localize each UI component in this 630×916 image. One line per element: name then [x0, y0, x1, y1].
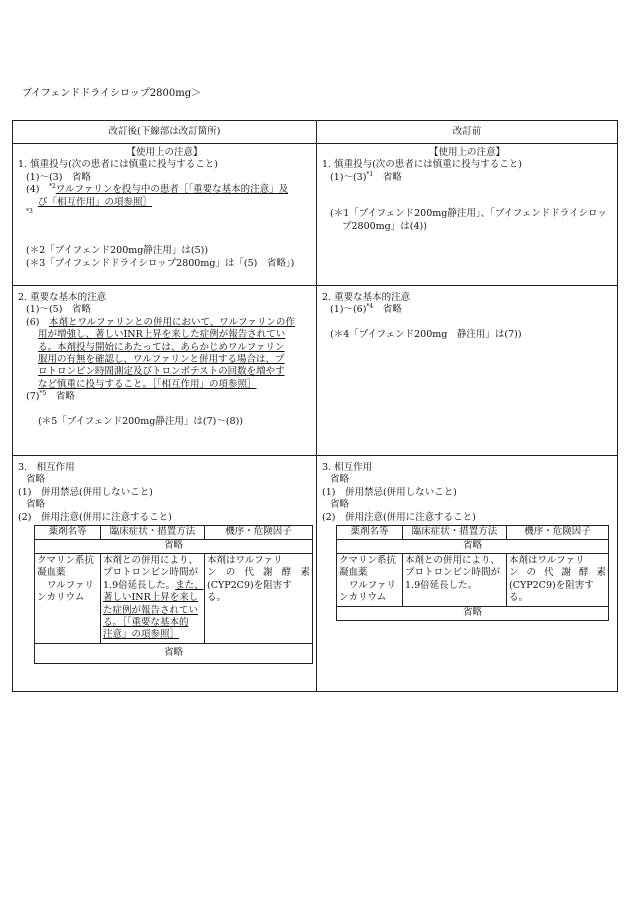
symptom-cell: 本剤との併用により、 プロトロンビン時間が 1.9倍延長した。また、 著しいINR上昇を来し た症例が報告されてい る。［「重要な基本的 注意」の項参照］ — [101, 554, 205, 644]
drug-cell-before: クマリン系抗 凝血薬 ワルファリ ンカリウム — [337, 554, 403, 607]
omit-span-bottom: 省略 — [35, 643, 313, 663]
section-3-before — [317, 456, 618, 692]
s3-title: 3. 相互作用 — [18, 462, 75, 473]
s1-item-4: (4) $^{*2}$ワルファリンを投与中の患者［「重要な基本的注意」及 — [26, 183, 289, 196]
document-title: ブイフェンドドライシロップ2800mg＞ — [22, 88, 202, 99]
omit-span-top: 省略 — [35, 540, 313, 554]
s3-omit-2-before: 省略 — [330, 499, 350, 511]
s3-sub-2-before: (2) 併用注意(併用に注意すること) — [322, 511, 476, 523]
s3-omit-1-before: 省略 — [330, 474, 350, 486]
header-after: 改訂後(下線部は改訂箇所) — [13, 121, 317, 144]
usage-heading-before: 【使用上の注意】 — [428, 147, 505, 158]
s2-item-6: (6) 本剤とワルファリンとの併用において、ワルファリンの作 — [26, 316, 295, 328]
header-row — [13, 121, 618, 144]
interaction-table-after — [34, 525, 313, 664]
s1-title-before: 1. 慎重投与(次の患者には慎重に投与すること) — [322, 159, 522, 171]
s2-note-4-before: (＊4「ブイフェンド200mg 静注用」は(7)) — [330, 328, 522, 340]
s1-note-3: (＊3「ブイフェンドドライシロップ2800mg」は「(5) 省略」) — [26, 257, 295, 269]
s2-item-before: $(1)\sim(6)^{*4}$ 省略 — [330, 303, 402, 316]
section-2-before — [317, 286, 618, 456]
s2-title: 2. 重要な基本的注意 — [18, 292, 107, 303]
interaction-table-before — [336, 525, 609, 621]
section-1-before — [317, 144, 618, 286]
omit-span-bottom-before: 省略 — [337, 606, 609, 620]
col-drug-before: 薬剤名等 — [337, 526, 403, 540]
revision-comparison-table — [12, 120, 618, 692]
s2-item-6-l2: 用が増強し、著しいINR上昇を来した症例が報告されてい — [38, 329, 286, 341]
omit-span-top-before: 省略 — [337, 540, 609, 554]
section-2-after — [13, 286, 317, 456]
s3-omit-2: 省略 — [26, 499, 46, 511]
section-1-row — [13, 144, 618, 286]
symptom-cell-before: 本剤との併用により、 プロトロンビン時間が 1.9倍延長した。 — [403, 554, 507, 607]
s2-note-5: (＊5「ブイフェンド200mg静注用」は(7)～(8)) — [38, 415, 243, 427]
s1-item-1-3: (1)～(3) 省略 — [26, 171, 91, 183]
s3-omit-1: 省略 — [26, 474, 46, 486]
col-drug: 薬剤名等 — [35, 526, 101, 540]
col-mechanism: 機序・危険因子 — [205, 526, 313, 540]
s1-item-4-cont: び「相互作用」の項参照］ — [38, 196, 153, 208]
mechanism-cell-before: 本剤はワルファリ ンの代謝酵素 (CYP2C9)を阻害す る。 — [507, 554, 609, 607]
section-1-after — [13, 144, 317, 286]
s2-title-before: 2. 重要な基本的注意 — [322, 292, 411, 303]
s2-item-6-l3: る。本剤投与開始にあたっては、あらかじめワルファリン — [38, 341, 285, 353]
s1-item-before: $(1)\sim(3)^{*1}$ 省略 — [330, 170, 402, 183]
s1-note-mark: *3 — [26, 208, 33, 216]
section-2-row — [13, 286, 618, 456]
mechanism-cell: 本剤はワルファリ ンの代謝酵素 (CYP2C9)を阻害す る。 — [205, 554, 313, 644]
s3-title-before: 3. 相互作用 — [322, 462, 373, 473]
s3-sub-1-before: (1) 併用禁忌(併用しないこと) — [322, 486, 457, 498]
s2-item-6-l6: など慎重に投与すること。［「相互作用」の項参照］ — [38, 378, 257, 390]
s1-note-1-before: (＊1「ブイフェンド200mg静注用」、「ブイフェンドドライシロッ — [330, 208, 607, 220]
s2-item-6-l4: 服用の有無を確認し、ワルファリンと併用する場合は、プ — [38, 354, 285, 366]
s3-sub-1: (1) 併用禁忌(併用しないこと) — [18, 486, 153, 498]
s2-item-7: $(7)^{*5}$ 省略 — [26, 390, 75, 403]
header-before: 改訂前 — [317, 121, 618, 144]
s2-item-6-l5: ロトロンビン時間測定及びトロンボテストの回数を増やす — [38, 366, 285, 378]
section-3-row — [13, 456, 618, 692]
col-symptom-before: 臨床症状・措置方法 — [403, 526, 507, 540]
s3-sub-2: (2) 併用注意(併用に注意すること) — [18, 511, 172, 523]
s1-note-1-cont-before: プ2800mg」は(4)) — [342, 220, 427, 232]
s1-note-2: (＊2「ブイフェンド200mg静注用」は(5)) — [26, 245, 209, 257]
usage-heading: 【使用上の注意】 — [126, 147, 203, 158]
s1-title: 1. 慎重投与(次の患者には慎重に投与すること) — [18, 159, 218, 171]
col-mechanism-before: 機序・危険因子 — [507, 526, 609, 540]
s2-item-1-5: (1)～(5) 省略 — [26, 304, 91, 316]
drug-cell: クマリン系抗 凝血薬 ワルファリ ンカリウム — [35, 554, 101, 644]
col-symptom: 臨床症状・措置方法 — [101, 526, 205, 540]
section-3-after — [13, 456, 317, 692]
